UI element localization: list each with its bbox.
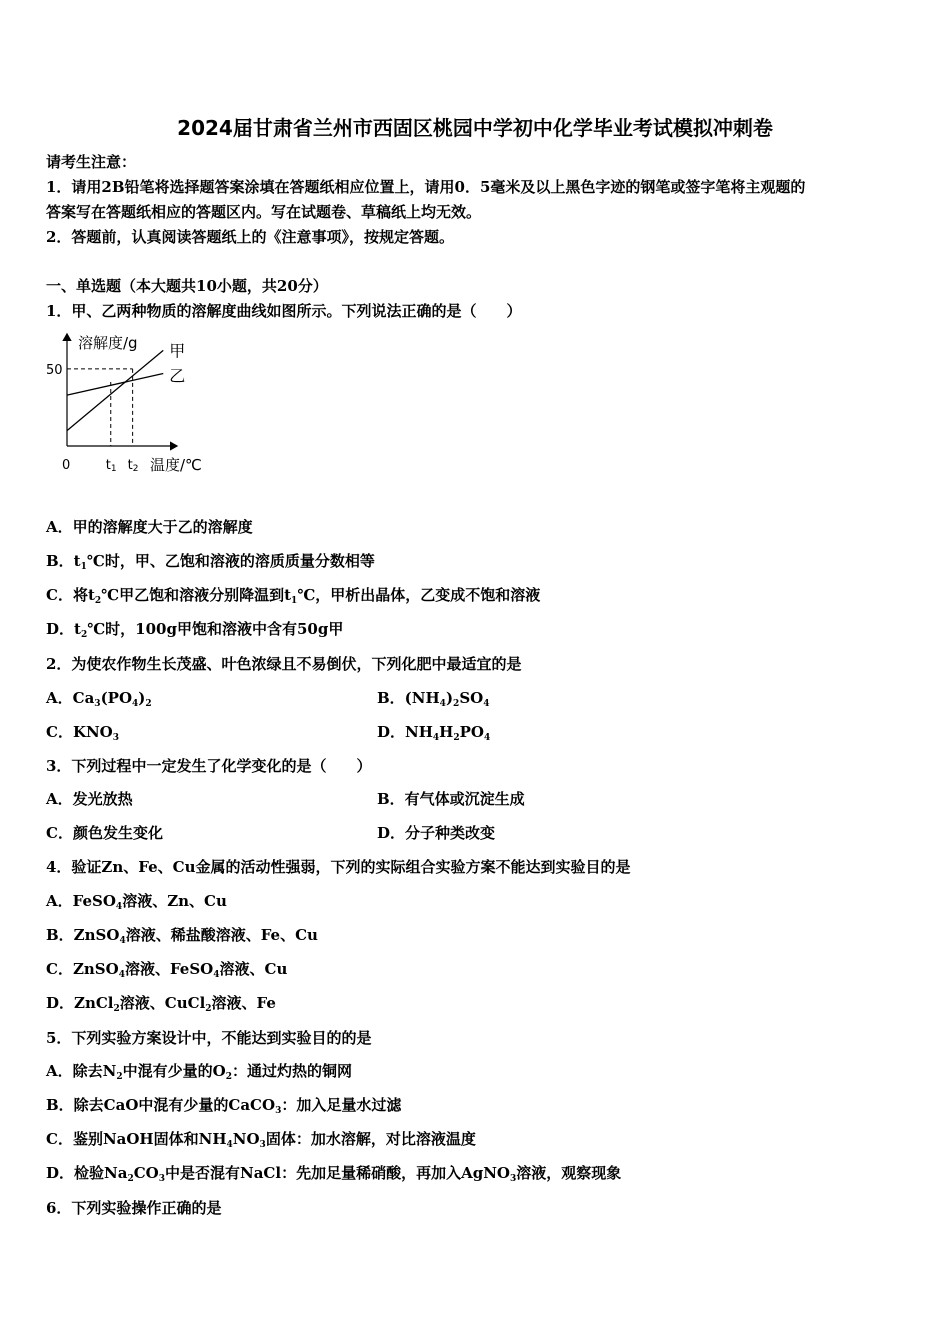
page-title: 2024届甘肃省兰州市西固区桃园中学初中化学毕业考试模拟冲刺卷: [177, 116, 773, 140]
q2-option-b: B．$(NH_4)_2SO_4$: [377, 689, 490, 709]
notice-item-2: 2．答题前，认真阅读答题纸上的《注意事项》，按规定答题。: [46, 228, 454, 246]
notice-heading: 请考生注意：: [46, 153, 137, 171]
x-tick-label-t2: t2: [127, 458, 139, 474]
q1-option-a: A．甲的溶解度大于乙的溶解度: [46, 518, 253, 536]
q2-option-c: C．$KNO_3$: [46, 723, 120, 743]
q1-option-c: C．将$t_2℃$甲乙饱和溶液分别降温到$t_1℃$，甲析出晶体，乙变成不饱和溶液: [46, 586, 541, 606]
q5-option-b: B．除去CaO中混有少量的CaCO$_3$：加入足量水过滤: [46, 1096, 402, 1116]
x-axis-label: 温度/℃: [150, 456, 202, 474]
series-yi-line: [67, 373, 163, 395]
q5-option-c: C．鉴别NaOH固体和$NH_4NO_3$固体：加水溶解，对比溶液温度: [46, 1130, 476, 1150]
q3-option-c: C．颜色发生变化: [46, 824, 163, 842]
q5-option-a: A．除去$N_2$中混有少量的$O_2$：通过灼热的铜网: [46, 1062, 352, 1082]
q1-stem: 1．甲、乙两种物质的溶解度曲线如图所示。下列说法正确的是（ ）: [46, 302, 522, 320]
notice-item-1-line-1: 1．请用2B铅笔将选择题答案涂填在答题纸相应位置上，请用0．5毫米及以上黑色字迹的钢笔或签字笔将主观题的: [46, 178, 806, 196]
y-axis-label: 溶解度/g: [78, 334, 138, 352]
solubility-chart: [42, 326, 222, 476]
q3-option-a: A．发光放热: [46, 790, 133, 808]
origin-label: 0: [62, 458, 71, 473]
y-tick-label-50: 50: [46, 362, 63, 378]
notice-item-1-line-2: 答案写在答题纸相应的答题区内。写在试题卷、草稿纸上均无效。: [46, 203, 482, 221]
q1-option-b: B．$t_1℃$时，甲、乙饱和溶液的溶质质量分数相等: [46, 552, 375, 572]
series-jia-line: [67, 350, 163, 430]
q2-option-a: A．$Ca_3(PO_4)_2$: [46, 689, 152, 709]
q4-option-c: C．ZnSO$_4$溶液、FeSO$_4$溶液、Cu: [46, 960, 288, 980]
q3-option-b: B．有气体或沉淀生成: [377, 790, 525, 808]
q3-stem: 3．下列过程中一定发生了化学变化的是（ ）: [46, 757, 372, 775]
q4-option-b: B．ZnSO$_4$溶液、稀盐酸溶液、Fe、Cu: [46, 926, 318, 946]
q4-option-a: A．FeSO$_4$溶液、Zn、Cu: [46, 892, 227, 912]
q6-stem: 6．下列实验操作正确的是: [46, 1199, 222, 1217]
series-jia-label: 甲: [169, 341, 186, 361]
q4-option-d: D．ZnCl$_2$溶液、CuCl$_2$溶液、Fe: [46, 994, 276, 1014]
q5-option-d: D．检验$Na_2CO_3$中是否混有NaCl：先加足量稀硝酸，再加入AgNO$_3$溶液，观察现象: [46, 1164, 622, 1184]
q3-option-d: D．分子种类改变: [377, 824, 496, 842]
q2-option-d: D．$NH_4H_2PO_4$: [377, 723, 491, 743]
series-yi-label: 乙: [169, 366, 186, 386]
x-tick-label-t1: t1: [105, 458, 117, 474]
q4-stem: 4．验证Zn、Fe、Cu金属的活动性强弱，下列的实际组合实验方案不能达到实验目的是: [46, 858, 631, 876]
q2-stem: 2．为使农作物生长茂盛、叶色浓绿且不易倒伏，下列化肥中最适宜的是: [46, 655, 522, 673]
q1-option-d: D．$t_2℃$时，100g甲饱和溶液中含有50g甲: [46, 620, 344, 640]
q5-stem: 5．下列实验方案设计中，不能达到实验目的的是: [46, 1029, 372, 1047]
section-heading: 一、单选题（本大题共10小题，共20分）: [46, 277, 328, 295]
